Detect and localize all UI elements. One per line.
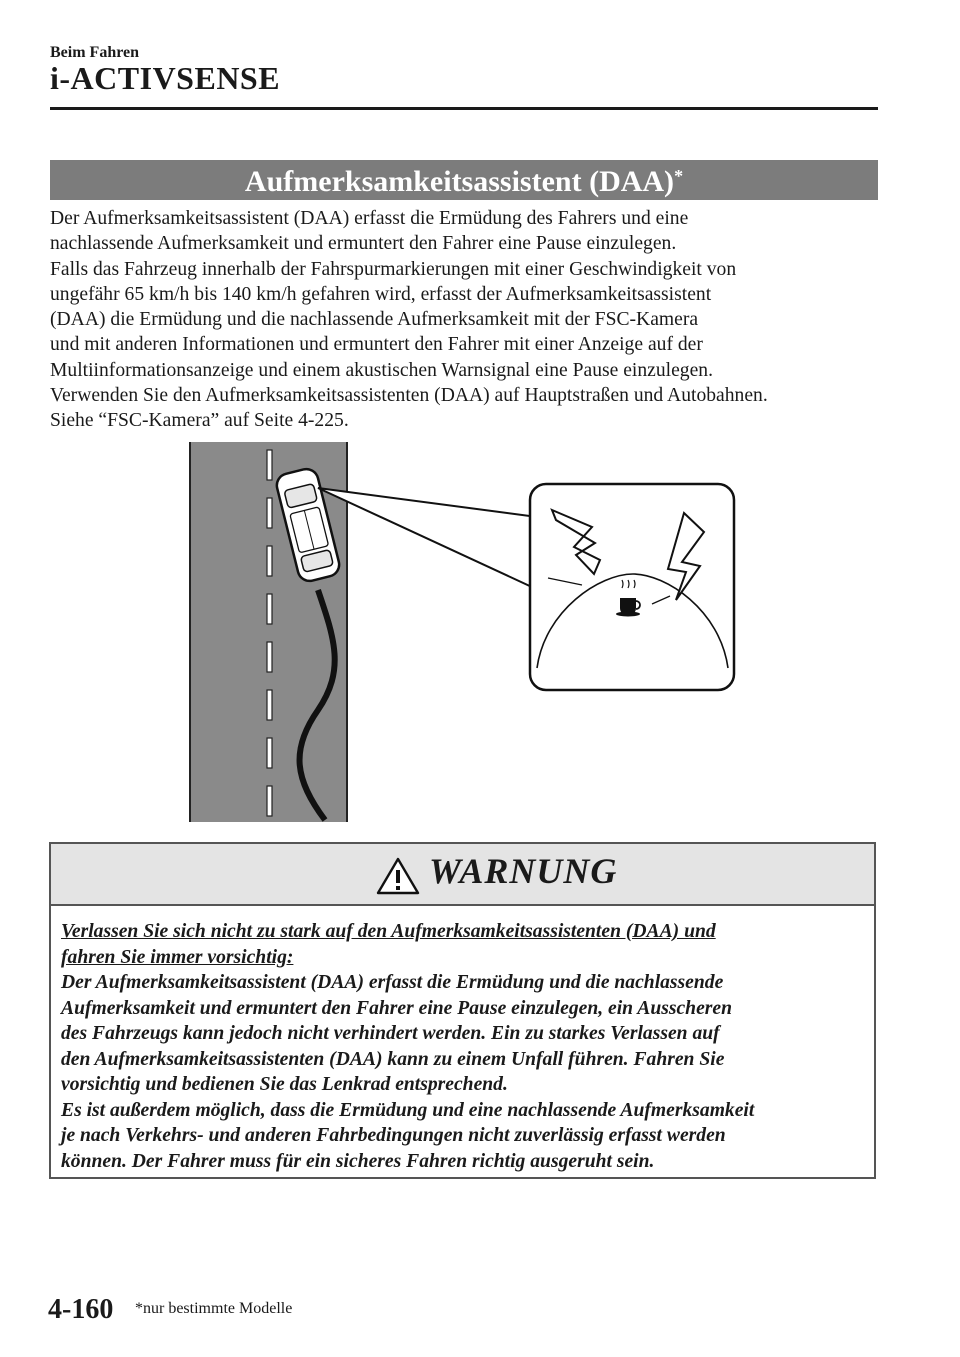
model-footnote-marker: * <box>674 166 684 186</box>
warning-line: können. Der Fahrer muss für ein sicheres Fahren richtig ausgeruht sein. <box>61 1150 655 1172</box>
section-title-bar <box>50 160 878 200</box>
section-title: Aufmerksamkeitsassistent (DAA) <box>244 165 675 198</box>
page-reference: Siehe “FSC-Kamera” auf Seite 4-225. <box>50 410 349 432</box>
warning-line: Aufmerksamkeit und ermuntert den Fahrer eine Pause einzulegen, ein Ausscheren <box>61 997 732 1019</box>
chapter-title: i-ACTIVSENSE <box>50 60 281 96</box>
header-divider <box>50 107 878 110</box>
warning-title: WARNUNG <box>429 851 618 891</box>
page-number: 4-160 <box>48 1294 114 1325</box>
warning-line: den Aufmerksamkeitsassistenten (DAA) kann zu einem Unfall führen. Fahren Sie <box>61 1048 725 1070</box>
body-line: nachlassende Aufmerksamkeit und ermuntert den Fahrer eine Pause einzulegen. <box>50 233 677 255</box>
footnote: *nur bestimmte Modelle <box>135 1300 293 1317</box>
warning-text <box>61 919 861 1174</box>
warning-line: Der Aufmerksamkeitsassistent (DAA) erfasst die Ermüdung und die nachlassende <box>61 972 724 993</box>
callout-pointer <box>318 488 560 600</box>
body-line: Verwenden Sie den Aufmerksamkeitsassistenten (DAA) auf Hauptstraßen und Autobahnen. <box>50 385 768 407</box>
body-line: Falls das Fahrzeug innerhalb der Fahrspurmarkierungen mit einer Geschwindigkeit von <box>50 258 737 280</box>
warning-line: je nach Verkehrs- und anderen Fahrbedingungen nicht zuverlässig erfasst werden <box>61 1125 726 1146</box>
body-paragraph <box>50 206 880 434</box>
body-line: Multiinformationsanzeige und einem akustischen Warnsignal eine Pause einzulegen. <box>50 359 713 381</box>
daa-illustration <box>180 440 780 825</box>
warning-line: Verlassen Sie sich nicht zu stark auf den Aufmerksamkeitsassistenten (DAA) und <box>61 921 716 942</box>
warning-header <box>51 844 874 906</box>
warning-line: Es ist außerdem möglich, dass die Ermüdung und eine nachlassende Aufmerksamkeit <box>61 1099 755 1121</box>
section-label: Beim Fahren <box>50 44 140 61</box>
body-line: ungefähr 65 km/h bis 140 km/h gefahren wird, erfasst der Aufmerksamkeitsassistent <box>50 283 712 305</box>
warning-line: vorsichtig und bedienen Sie das Lenkrad entsprechend. <box>61 1074 508 1095</box>
body-line: (DAA) die Ermüdung und die nachlassende Aufmerksamkeit mit der FSC-Kamera <box>50 309 699 331</box>
warning-line: des Fahrzeugs kann jedoch nicht verhindert werden. Ein zu starkes Verlassen auf <box>61 1023 720 1044</box>
warning-line: fahren Sie immer vorsichtig: <box>61 946 294 968</box>
body-line: und mit anderen Informationen und ermuntert den Fahrer mit einer Anzeige auf der <box>50 334 703 356</box>
body-line: Der Aufmerksamkeitsassistent (DAA) erfasst die Ermüdung des Fahrers und eine <box>50 208 689 229</box>
warning-triangle-icon <box>376 856 420 896</box>
warning-box <box>49 842 876 1179</box>
